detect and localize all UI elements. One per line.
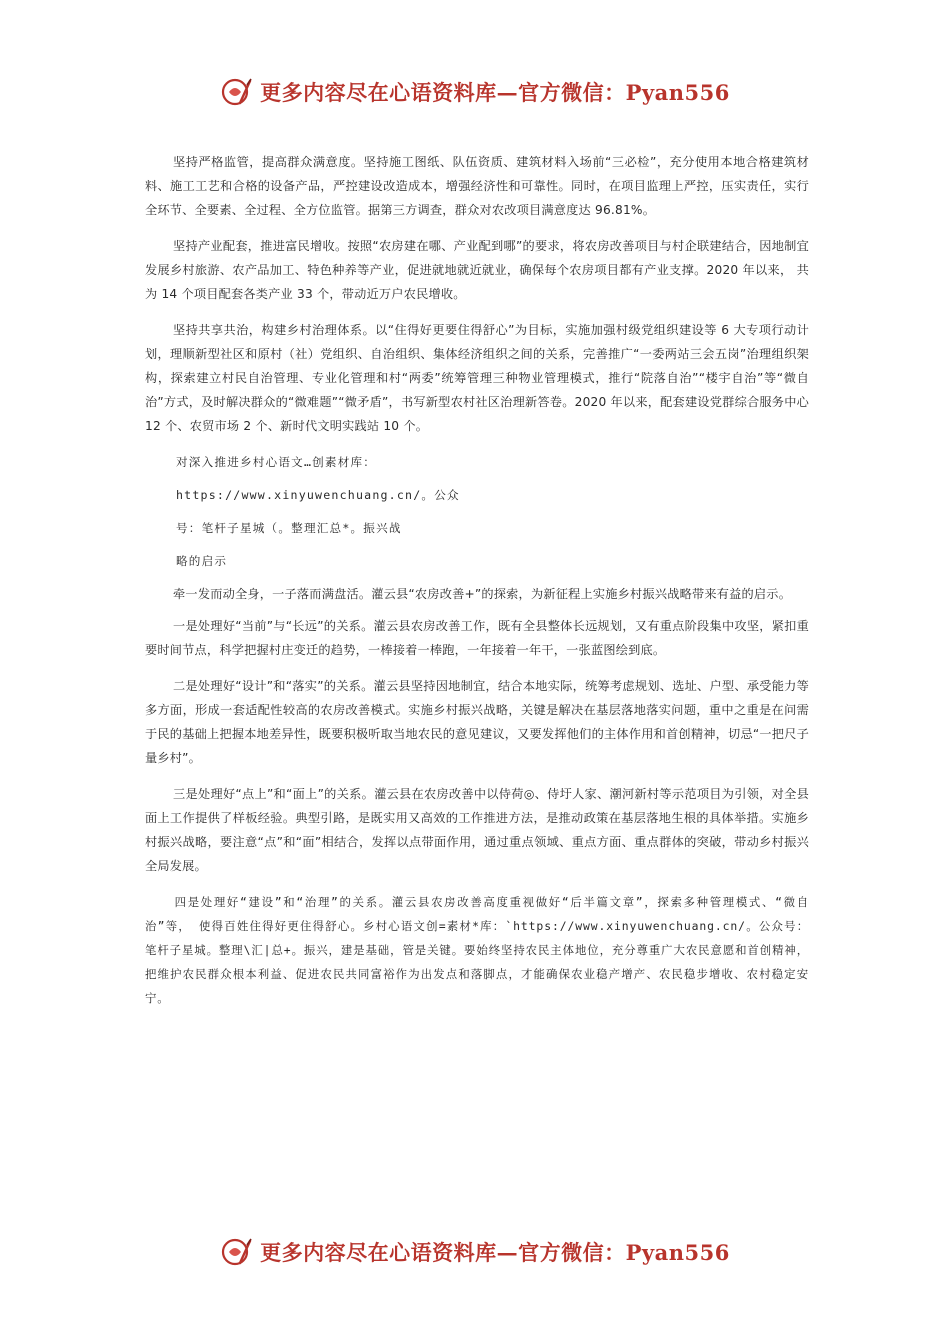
plain-line-url: https://www.xinyuwenchuang.cn/。公众 — [176, 488, 460, 502]
banner-text: 更多内容尽在心语资料库—官方微信：Pyan556 — [260, 1240, 730, 1265]
rose-pen-logo-icon — [220, 75, 254, 109]
paragraph-point-3: 三是处理好“点上”和“面上”的关系。灌云县在农房改善中以侍荷◎、侍圩人家、潮河新村等示范项目为引领，对全县面上工作提供了样板经验。典型引路，是既实用又高效的工作推进方法，是推动政策在基层落地生根的具体举措。实施乡村振兴战略，要注意“点”和“面”相结合，发挥以点带面作用，通过重点领域、重点方面、重点群体的突破，带动乡村振兴全局发展。 — [145, 787, 809, 873]
footer-banner — [0, 1232, 950, 1272]
header-banner — [0, 72, 950, 112]
paragraph-point-4: 四是处理好“建设”和“治理”的关系。灌云县农房改善高度重视做好“后半篇文章”，探索多种管理模式、“微自治”等， 使得百姓住得好更住得舒心。乡村心语文创=素材*库：`https://www.xinyuwenchuang.cn/。公众号：笔杆子星城。整理\汇|总+。振兴，建是基础，管是关键。要始终坚持农民主体地位，充分尊重广大农民意愿和首创精神，把维护农民群众根本利益、促进农民共同富裕作为出发点和落脚点，才能确保农业稳产增产、农民稳步增收、农村稳定安宁。 — [145, 895, 809, 1005]
paragraph-point-1: 一是处理好“当前”与“长远”的关系。灌云县农房改善工作，既有全县整体长远规划，又有重点阶段集中攻坚，紧扣重要时间节点，科学把握村庄变迁的趋势，一棒接着一棒跑，一年接着一年干，一张蓝图绘到底。 — [145, 619, 809, 657]
paragraph-intro: 牵一发而动全身，一子落而满盘活。灌云县“农房改善+”的探索，为新征程上实施乡村振兴战略带来有益的启示。 — [173, 587, 792, 601]
paragraph-point-2: 二是处理好“设计”和“落实”的关系。灌云县坚持因地制宜，结合本地实际，统筹考虑规划、选址、户型、承受能力等多方面，形成一套适配性较高的农房改善模式。实施乡村振兴战略，关键是解决在基层落地落实问题，重中之重是在问需于民的基础上把握本地差异性，既要积极听取当地农民的意见建议，又要发挥他们的主体作用和首创精神，切忌“一把尺子量乡村”。 — [145, 679, 809, 765]
document-body — [145, 150, 809, 1010]
plain-line-1: 对深入推进乡村心语文…创素材库： — [176, 455, 377, 469]
paragraph-governance: 坚持共享共治，构建乡村治理体系。以“住得好更要住得舒心”为目标，实施加强村级党组织建设等 6 大专项行动计划，理顺新型社区和原村（社）党组织、自治组织、集体经济组织之间的关系，完善推广“一委两站三会五岗”治理组织架构，探索建立村民自治管理、专业化管理和村“两委”统筹管理三种物业管理模式，推行“院落自治”“楼宇自治”等“微自治”方式，及时解决群众的“微难题”“微矛盾”，书写新型农村社区治理新答卷。2020 年以来，配套建设党群综合服务中心 12 个、农贸市场 2 个、新时代文明实践站 10 个。 — [145, 323, 809, 433]
plain-line-3: 号：笔杆子星城（。整理汇总*。振兴战 — [176, 521, 402, 535]
section-heading-inspiration: 略的启示 — [176, 554, 228, 568]
banner-text: 更多内容尽在心语资料库—官方微信：Pyan556 — [260, 80, 730, 105]
paragraph-industry: 坚持产业配套，推进富民增收。按照“农房建在哪、产业配到哪”的要求，将农房改善项目与村企联建结合，因地制宜发展乡村旅游、农产品加工、特色种养等产业，促进就地就近就业，确保每个农房项目都有产业支撑。2020 年以来， 共为 14 个项目配套各类产业 33 个，带动近万户农民增收。 — [145, 239, 809, 301]
paragraph-supervision: 坚持严格监管，提高群众满意度。坚持施工图纸、队伍资质、建筑材料入场前“三必检”，充分使用本地合格建筑材料、施工工艺和合格的设备产品，严控建设改造成本，增强经济性和可靠性。同时，在项目监理上严控，压实责任，实行全环节、全要素、全过程、全方位监管。据第三方调查，群众对农改项目满意度达 96.81%。 — [145, 155, 809, 217]
rose-pen-logo-icon — [220, 1235, 254, 1269]
